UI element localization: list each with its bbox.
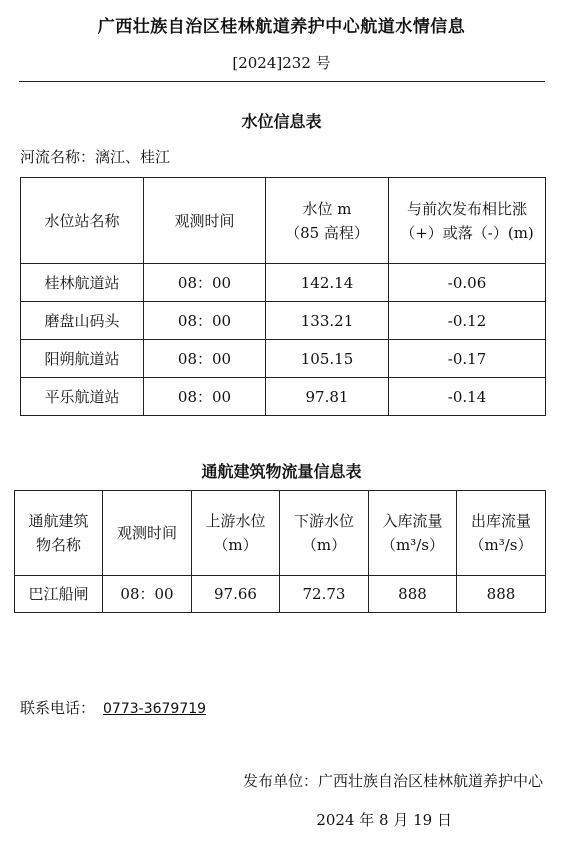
table-row — [21, 264, 546, 302]
upstream-level-cell: 97.66 — [192, 576, 280, 613]
inflow-cell: 888 — [369, 576, 457, 613]
column-header: 水位站名称 — [21, 178, 144, 264]
table-row — [15, 576, 546, 613]
contact-phone: 0773-3679719 — [103, 701, 207, 717]
downstream-level-cell: 72.73 — [280, 576, 369, 613]
water-level-cell: 97.81 — [266, 378, 389, 416]
column-header: 出库流量 （m³/s） — [457, 491, 546, 576]
publish-date: 2024 年 8 月 19 日 — [316, 811, 452, 829]
column-header: 下游水位 （m） — [280, 491, 369, 576]
column-header: 观测时间 — [103, 491, 192, 576]
column-header: 入库流量 （m³/s） — [369, 491, 457, 576]
column-header: 水位 m （85 高程） — [266, 178, 389, 264]
observation-time-cell: 08：00 — [144, 264, 266, 302]
station-name-cell: 平乐航道站 — [21, 378, 144, 416]
page-title: 广西壮族自治区桂林航道养护中心航道水情信息 — [97, 17, 466, 37]
column-header: 与前次发布相比涨 （+）或落（-）(m) — [389, 178, 546, 264]
column-header: 通航建筑 物名称 — [15, 491, 103, 576]
column-header: 观测时间 — [144, 178, 266, 264]
water-level-table — [20, 177, 546, 416]
header-divider — [19, 81, 545, 82]
level-change-cell: -0.06 — [389, 264, 546, 302]
observation-time-cell: 08：00 — [103, 576, 192, 613]
contact-label: 联系电话： — [20, 699, 96, 717]
table-header-row — [15, 491, 546, 576]
level-change-cell: -0.12 — [389, 302, 546, 340]
observation-time-cell: 08：00 — [144, 340, 266, 378]
contact-line — [20, 697, 220, 718]
publisher-line: 发布单位：广西壮族自治区桂林航道养护中心 — [242, 772, 543, 790]
table-row — [21, 378, 546, 416]
station-name-cell: 阳朔航道站 — [21, 340, 144, 378]
flow-table — [14, 490, 546, 613]
table-row — [21, 302, 546, 340]
outflow-cell: 888 — [457, 576, 546, 613]
river-name-label: 河流名称：漓江、桂江 — [20, 148, 171, 166]
document-number: [2024]232 号 — [232, 54, 331, 72]
observation-time-cell: 08：00 — [144, 302, 266, 340]
flow-table-title: 通航建筑物流量信息表 — [201, 462, 362, 481]
structure-name-cell: 巴江船闸 — [15, 576, 103, 613]
table-row — [21, 340, 546, 378]
station-name-cell: 磨盘山码头 — [21, 302, 144, 340]
water-level-cell: 105.15 — [266, 340, 389, 378]
level-change-cell: -0.14 — [389, 378, 546, 416]
column-header: 上游水位 （m） — [192, 491, 280, 576]
level-change-cell: -0.17 — [389, 340, 546, 378]
observation-time-cell: 08：00 — [144, 378, 266, 416]
water-level-table-title: 水位信息表 — [241, 112, 322, 131]
water-level-cell: 142.14 — [266, 264, 389, 302]
table-header-row — [21, 178, 546, 264]
water-level-cell: 133.21 — [266, 302, 389, 340]
station-name-cell: 桂林航道站 — [21, 264, 144, 302]
